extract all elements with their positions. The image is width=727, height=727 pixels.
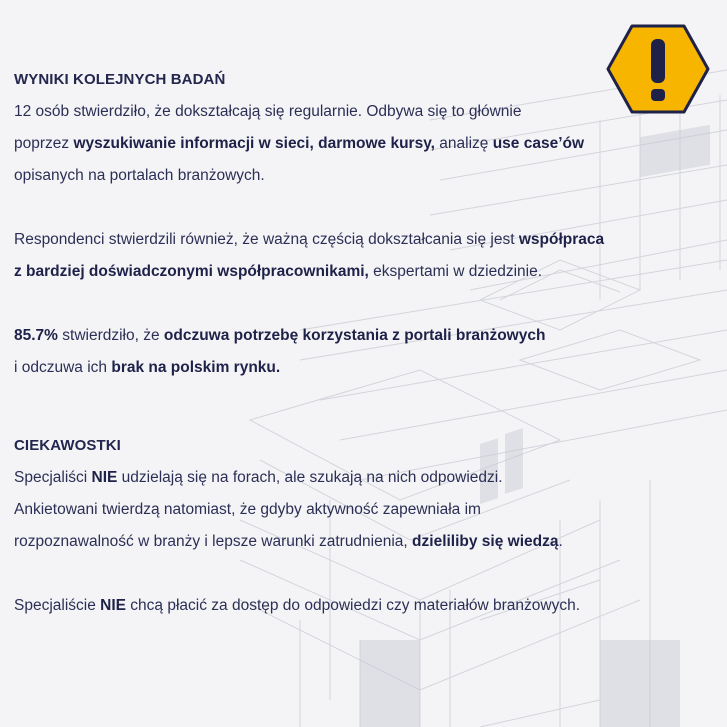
paragraph-learning: 12 osób stwierdziło, że dokształcają się regularnie. Odbywa się to głównie poprzez wyszukiwanie informacji w sieci, darmowe kursy, analizę use case’ów opisanych na portalach branżowych. — [14, 103, 585, 184]
section-heading-results: WYNIKI KOLEJNYCH BADAŃ — [14, 71, 226, 88]
paragraph-cooperation: Respondenci stwierdzili również, że ważną częścią dokształcania się jest współpraca z bardziej doświadczonymi współpracownikami, ekspertami w dziedzinie. — [14, 231, 605, 280]
paragraph-portals: 85.7% stwierdziło, że odczuwa potrzebę korzystania z portali branżowych i odczuwa ich brak na polskim rynku. — [14, 327, 546, 376]
section-heading-trivia: CIEKAWOSTKI — [14, 437, 121, 454]
paragraph-forums: Specjaliści NIE udzielają się na forach, ale szukają na nich odpowiedzi. Ankietowani twierdzą natomiast, że gdyby aktywność zapewniała im rozpoznawalność w branży i lepsze warunki zatrudnienia, dzieliliby się wiedzą. — [14, 469, 563, 550]
paragraph-payment: Specjaliście NIE chcą płacić za dostęp do odpowiedzi czy materiałów branżowych. — [14, 597, 581, 614]
main-content — [14, 0, 714, 622]
